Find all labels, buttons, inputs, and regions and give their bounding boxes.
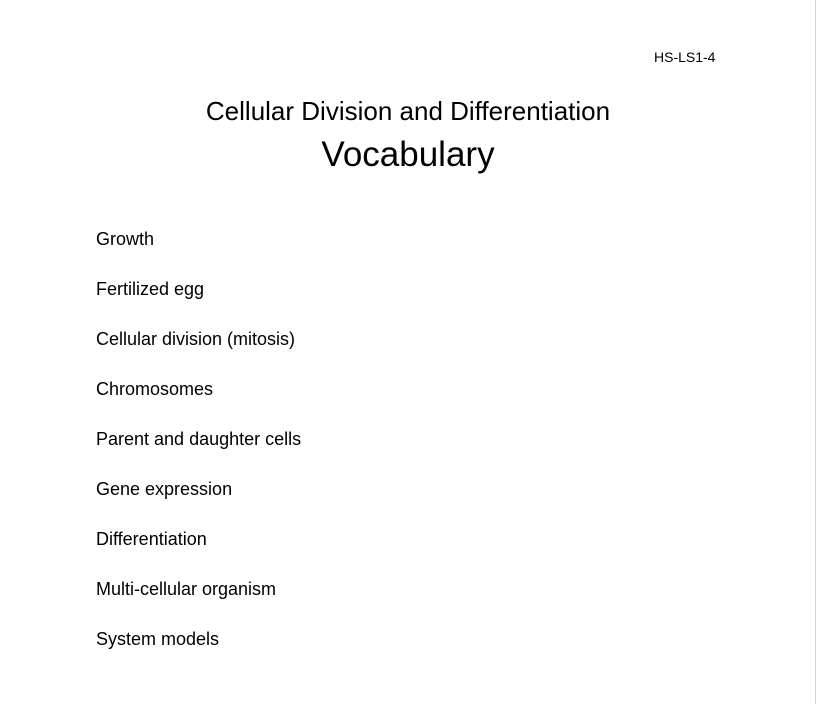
vocabulary-term: Multi-cellular organism — [96, 579, 277, 599]
page-title: Cellular Division and Differentiation — [205, 96, 611, 126]
vocabulary-term: Cellular division (mitosis) — [96, 329, 296, 349]
vocabulary-term: Chromosomes — [96, 379, 214, 399]
vocabulary-term: System models — [96, 629, 220, 649]
vocabulary-term: Differentiation — [96, 529, 207, 549]
standard-code: HS-LS1-4 — [654, 49, 716, 65]
page-subtitle: Vocabulary — [321, 135, 495, 174]
vocabulary-term: Growth — [96, 229, 155, 249]
vocabulary-term: Fertilized egg — [96, 279, 205, 299]
vocabulary-term: Gene expression — [96, 479, 233, 499]
vocabulary-term: Parent and daughter cells — [96, 429, 302, 449]
vocabulary-list — [96, 228, 301, 678]
